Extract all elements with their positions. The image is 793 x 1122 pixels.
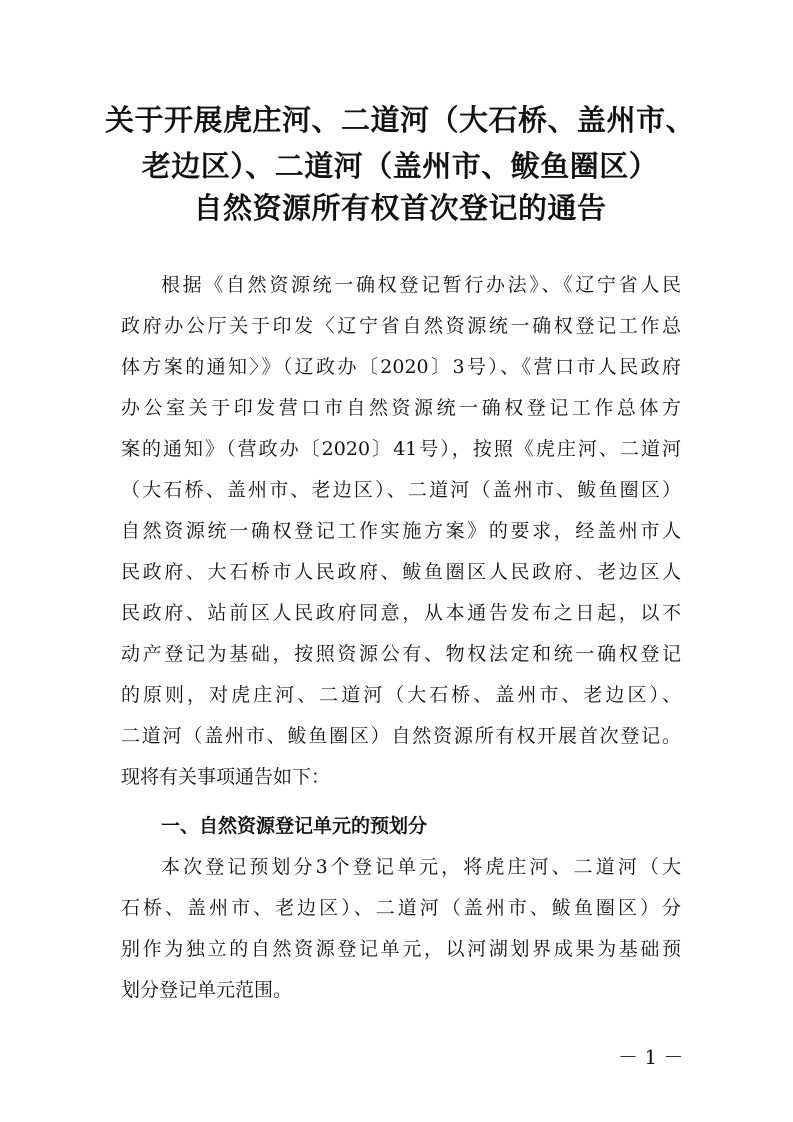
title-line-3: 自然资源所有权首次登记的通告	[193, 191, 607, 225]
intro-line: 体方案的通知〉》（辽政办〔2020〕3号）、《营口市人民政府	[121, 356, 681, 378]
intro-line: 民政府、大石桥市人民政府、鲅鱼圈区人民政府、老边区人	[121, 561, 681, 583]
intro-line: 办公室关于印发营口市自然资源统一确权登记工作总体方	[121, 397, 681, 419]
intro-line: 政府办公厅关于印发〈辽宁省自然资源统一确权登记工作总	[121, 315, 681, 337]
section-1-line: 划分登记单元范围。	[121, 979, 293, 1001]
intro-line: 的原则，对虎庄河、二道河（大石桥、盖州市、老边区）、	[121, 684, 681, 706]
intro-line: 案的通知》（营政办〔2020〕41号），按照《虎庄河、二道河	[121, 438, 681, 460]
intro-line: 二道河（盖州市、鲅鱼圈区）自然资源所有权开展首次登记。	[121, 725, 681, 747]
title-line-1: 关于开展虎庄河、二道河（大石桥、盖州市、	[104, 103, 695, 137]
intro-line: 动产登记为基础，按照资源公有、物权法定和统一确权登记	[121, 643, 681, 665]
section-1-heading: 一、自然资源登记单元的预划分	[161, 815, 428, 837]
intro-line: 根据《自然资源统一确权登记暂行办法》、《辽宁省人民	[161, 274, 681, 296]
section-1-line: 本次登记预划分3个登记单元，将虎庄河、二道河（大	[161, 856, 681, 878]
title-line-2: 老边区）、二道河（盖州市、鲅鱼圈区）	[141, 149, 659, 183]
section-1-line: 石桥、盖州市、老边区）、二道河（盖州市、鲅鱼圈区）分	[121, 897, 681, 919]
section-1-line: 别作为独立的自然资源登记单元，以河湖划界成果为基础预	[121, 938, 681, 960]
intro-line: 现将有关事项通告如下：	[121, 766, 331, 788]
page-number: － 1 －	[618, 1045, 684, 1069]
intro-line: （大石桥、盖州市、老边区）、二道河（盖州市、鲅鱼圈区）	[121, 479, 681, 501]
intro-line: 自然资源统一确权登记工作实施方案》的要求，经盖州市人	[121, 520, 681, 542]
intro-line: 民政府、站前区人民政府同意，从本通告发布之日起，以不	[121, 602, 681, 624]
